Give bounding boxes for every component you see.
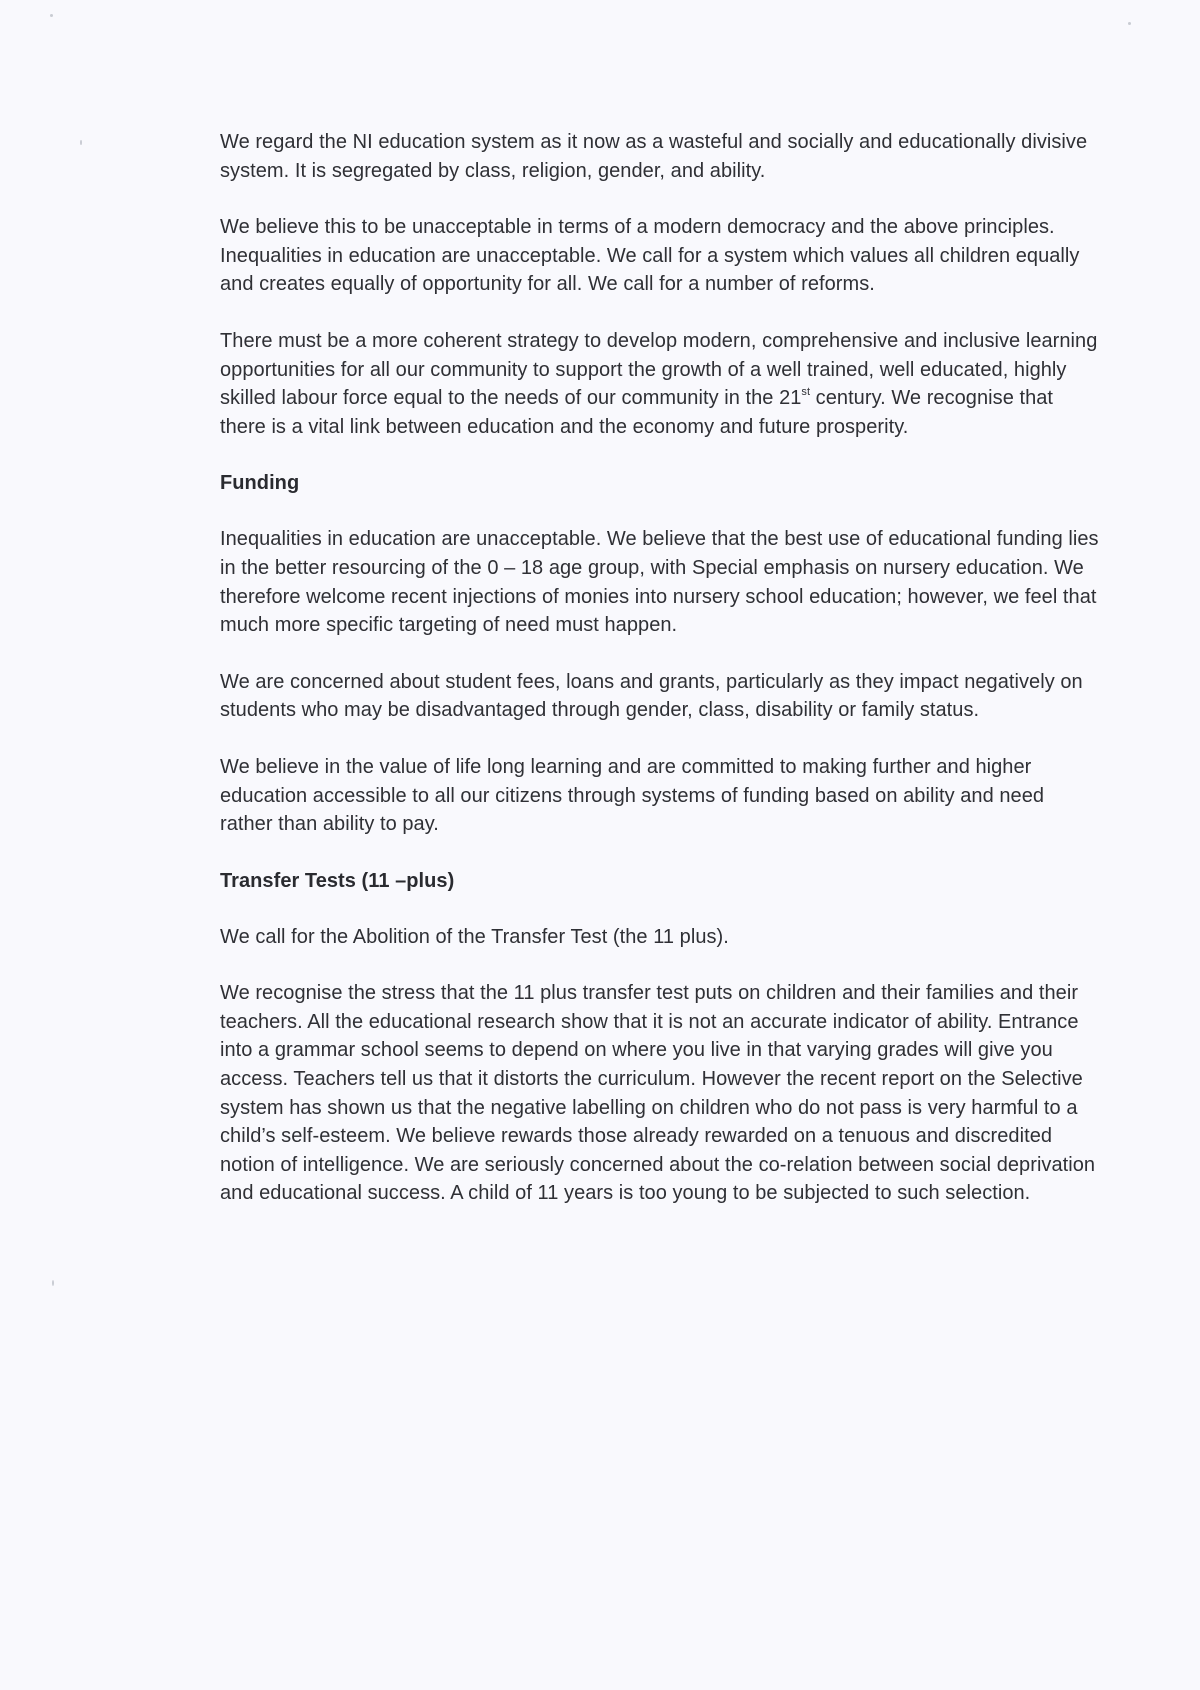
paragraph-student-fees: We are concerned about student fees, loans and grants, particularly as they impact negatively on students who may be disadvantaged through gender, class, disability or family status. [220, 670, 1083, 722]
paragraph-coherent-strategy [220, 327, 1100, 441]
paragraph-abolition: We call for the Abolition of the Transfer Test (the 11 plus). [220, 925, 729, 948]
paragraph-coherent-strategy-text-cont: century. We recognise that there is a vital link between education and the economy and future prosperity. [220, 387, 1054, 438]
scan-speck [50, 14, 53, 17]
paragraph-life-long-learning: We believe in the value of life long learning and are committed to making further and higher education accessible to all our citizens through systems of funding based on ability and need rather than ability to pay. [220, 755, 1045, 836]
heading-funding: Funding [220, 472, 300, 495]
paragraph-system-divisive: We regard the NI education system as it now as a wasteful and socially and educationally divisive system. It is segregated by class, religion, gender, and ability. [220, 131, 1088, 182]
document-body [220, 128, 1100, 1236]
paragraph-funding: Inequalities in education are unacceptable. We believe that the best use of educational funding lies in the better resourcing of the 0 – 18 age group, with Special emphasis on nursery education. We therefore welcome recent injections of monies into nursery school education; however, we feel that much more specific targeting of need must happen. [220, 528, 1099, 637]
ordinal-suffix: st [801, 385, 811, 398]
scan-speck [80, 140, 82, 145]
paragraph-transfer-stress: We recognise the stress that the 11 plus transfer test puts on children and their families and their teachers. All the educational research show that it is not an accurate indicator of ability. Entrance into a grammar school seems to depend on where you live in that varying grades will give you access. Teachers tell us that it distorts the curriculum. However the recent report on the Selective system has shown us that the negative labelling on children who do not pass is very harmful to a child’s self-esteem. We believe rewards those already rewarded on a tenuous and discredited notion of intelligence. We are seriously concerned about the co-relation between social deprivation and educational success. A child of 11 years is too young to be subjected to such selection. [220, 982, 1096, 1205]
heading-transfer-tests: Transfer Tests (11 –plus) [220, 869, 455, 892]
scan-speck [52, 1280, 54, 1286]
scan-speck [1128, 22, 1131, 25]
paragraph-inequalities-unacceptable: We believe this to be unacceptable in terms of a modern democracy and the above principles. Inequalities in education are unacceptable. We call for a system which values all children equally and creates equally of opportunity for all. We call for a number of reforms. [220, 216, 1080, 296]
paragraph-coherent-strategy-text: There must be a more coherent strategy to develop modern, comprehensive and inclusive learning opportunities for all our community to support the growth of a well trained, well educated, highly skilled labour force equal to the needs of our community in the 21 [220, 329, 1098, 410]
